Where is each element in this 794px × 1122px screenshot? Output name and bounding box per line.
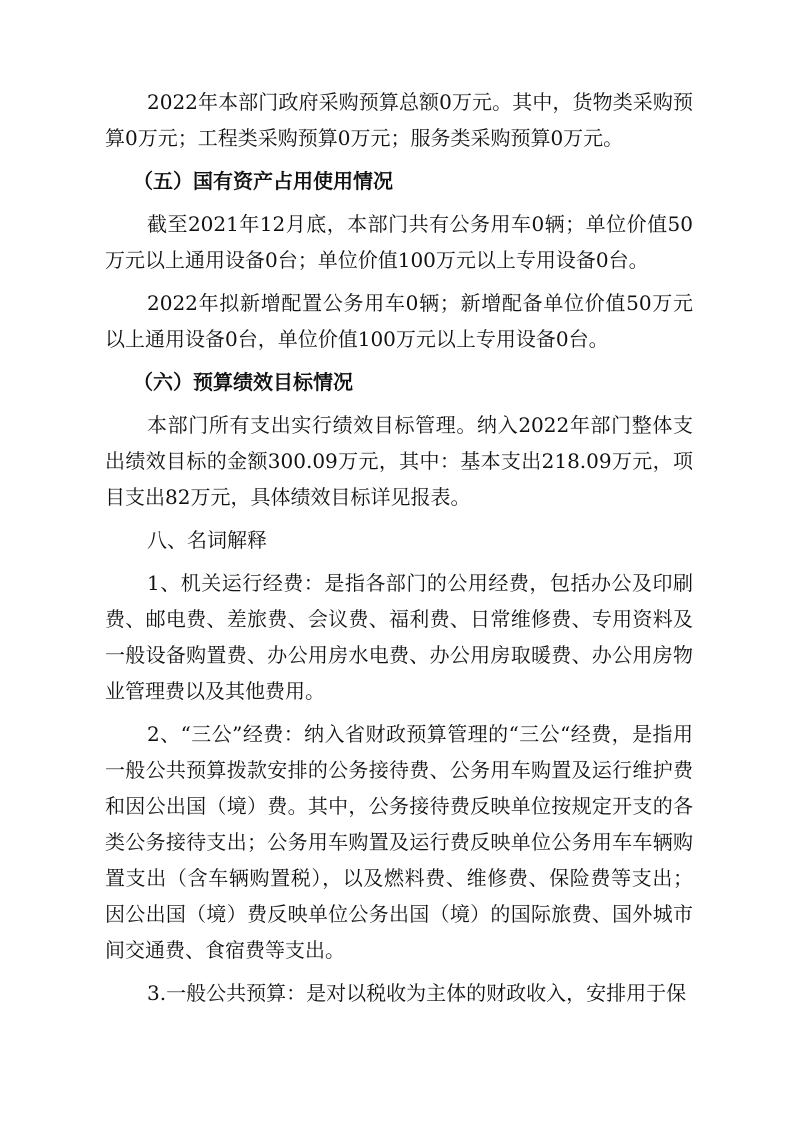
section-heading-performance: （六）预算绩效目标情况 bbox=[133, 370, 353, 394]
glossary-item-operating-funds: 1、机关运行经费：是指各部门的公用经费，包括办公及印刷费、邮电费、差旅费、会议费、福利费、日常维修费、专用资料及一般设备购置费、办公用房水电费、办公用房取暖费、办公用房物业管理费以及其他费用。 bbox=[105, 571, 693, 703]
assets-paragraph-current: 截至2021年12月底，本部门共有公务用车0辆；单位价值50万元以上通用设备0台；单位价值100万元以上专用设备0台。 bbox=[105, 212, 693, 272]
section-heading-assets: （五）国有资产占用使用情况 bbox=[133, 169, 393, 193]
procurement-paragraph: 2022年本部门政府采购预算总额0万元。其中，货物类采购预算0万元；工程类采购预算0万元；服务类采购预算0万元。 bbox=[105, 90, 693, 150]
section-title-glossary: 八、名词解释 bbox=[147, 528, 267, 552]
assets-paragraph-planned: 2022年拟新增配置公务用车0辆；新增配备单位价值50万元以上通用设备0台，单位价值100万元以上专用设备0台。 bbox=[105, 291, 693, 351]
document-body bbox=[105, 84, 693, 1011]
glossary-item-three-public: 2、“三公”经费：纳入省财政预算管理的“三公“经费，是指用一般公共预算拨款安排的公务接待费、公务用车购置及运行维护费和因公出国（境）费。其中，公务接待费反映单位按规定开支的各类公务接待支出；公务用车购置及运行费反映单位公务用车车辆购置支出（含车辆购置税），以及燃料费、维修费、保险费等支出；因公出国（境）费反映单位公务出国（境）的国际旅费、国外城市间交通费、食宿费等支出。 bbox=[105, 722, 693, 962]
performance-paragraph: 本部门所有支出实行绩效目标管理。纳入2022年部门整体支出绩效目标的金额300.09万元，其中：基本支出218.09万元，项目支出82万元，具体绩效目标详见报表。 bbox=[105, 413, 693, 509]
glossary-item-general-budget: 3.一般公共预算：是对以税收为主体的财政收入，安排用于保 bbox=[147, 981, 687, 1005]
